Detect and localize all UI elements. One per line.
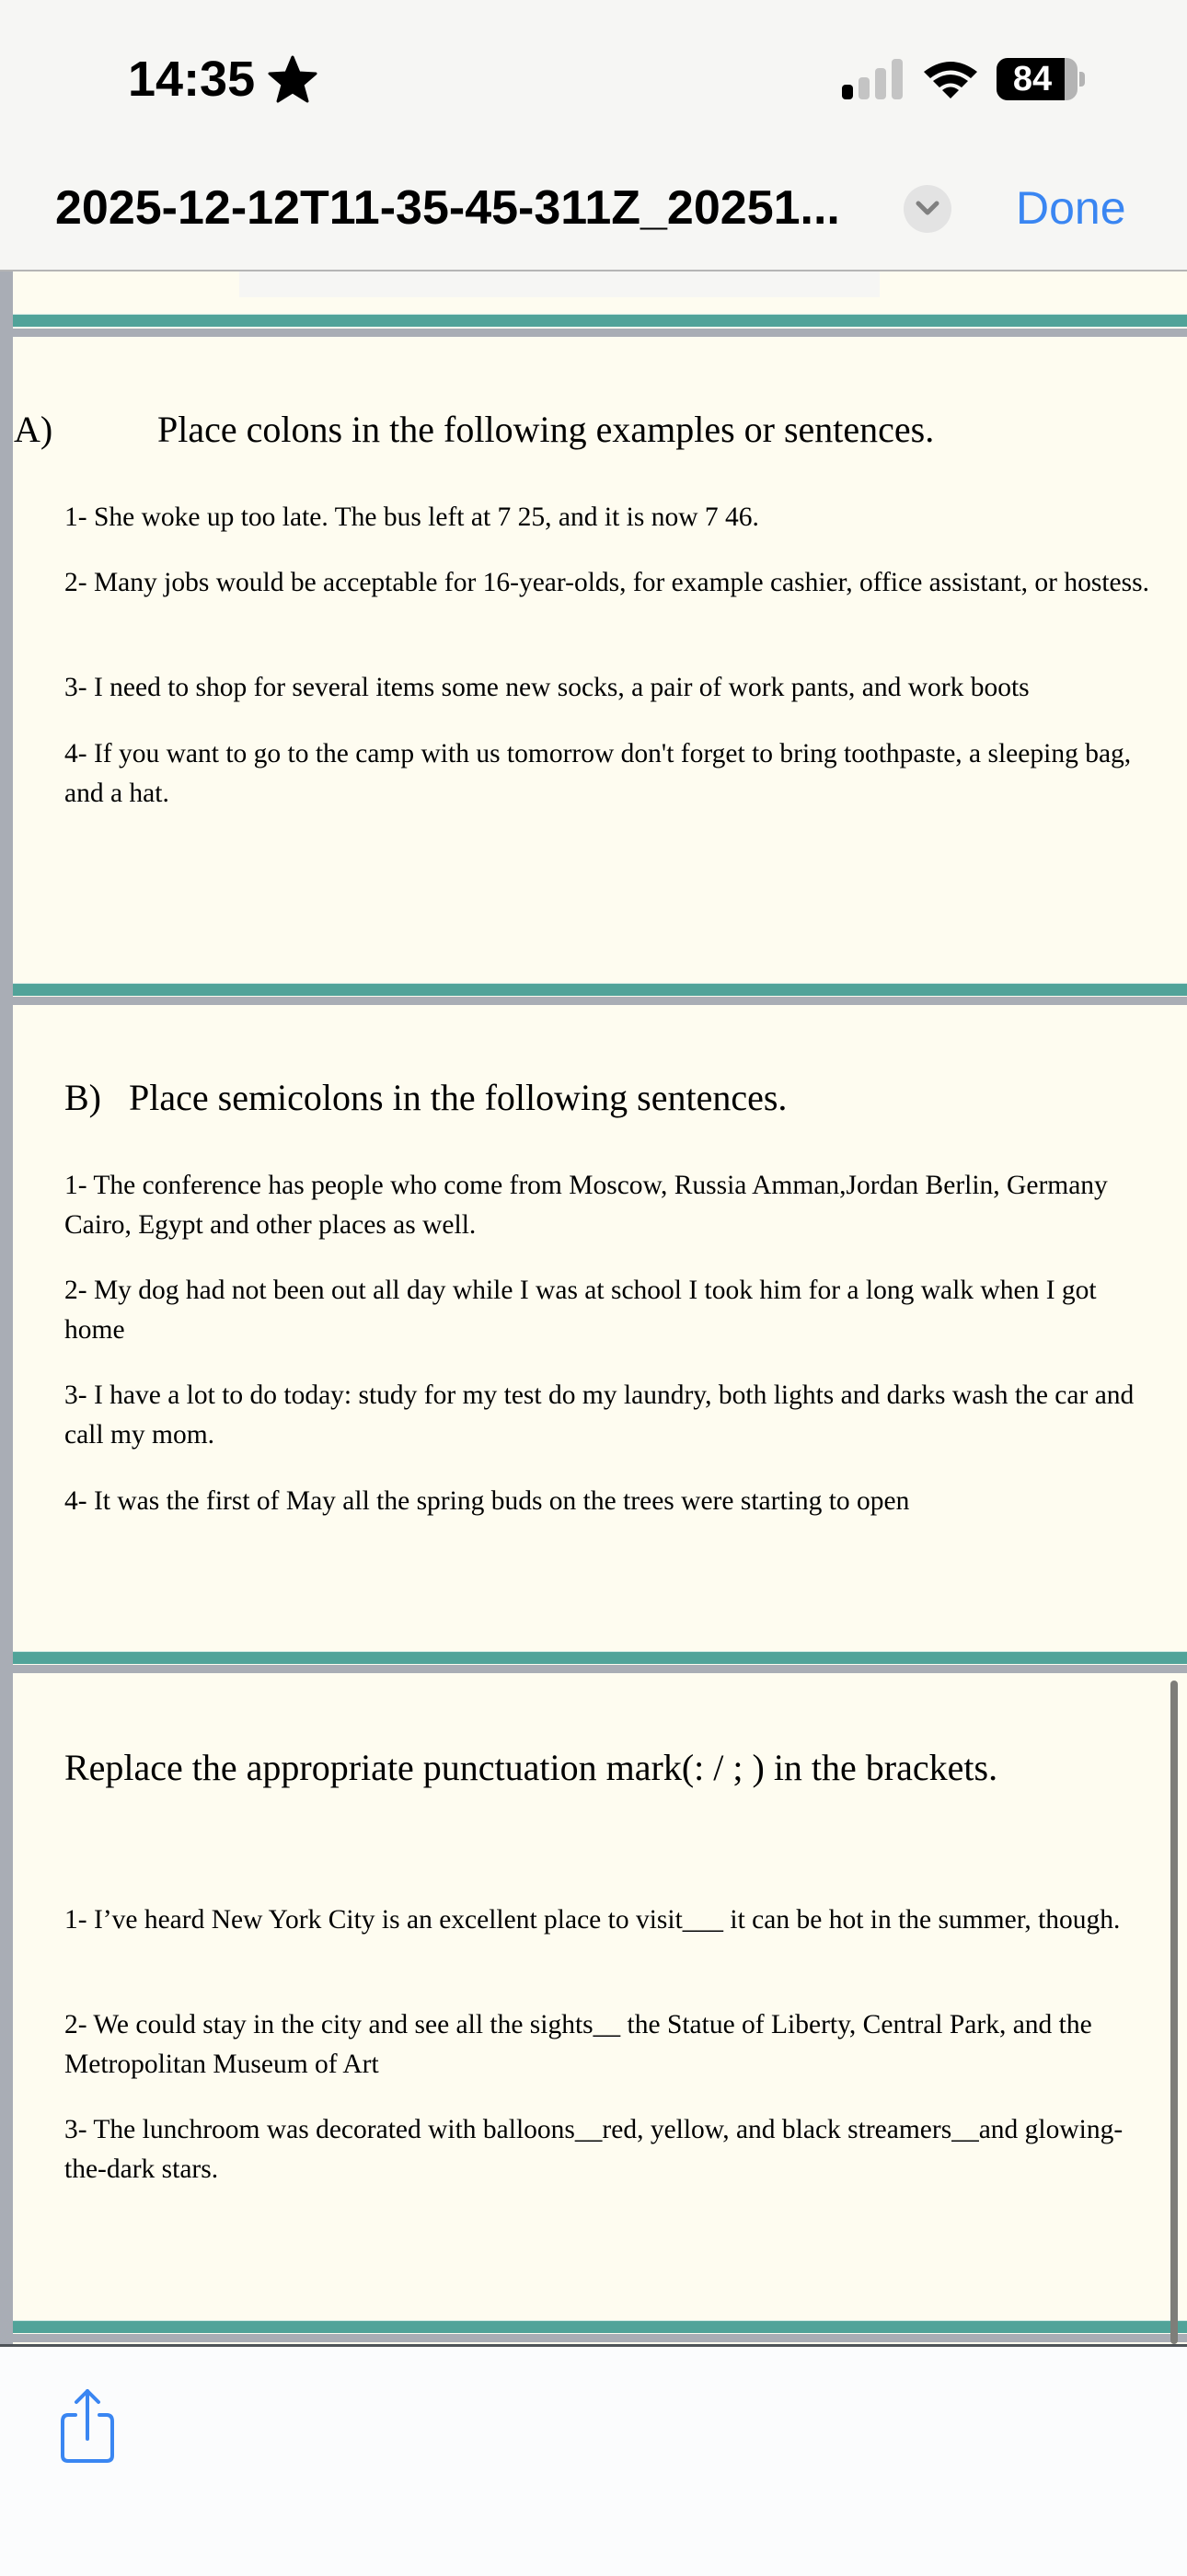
section-c-item-3: 3- The lunchroom was decorated with balloons__red, yellow, and black streamers__and glowing-the-dark stars.	[64, 2115, 1124, 2184]
section-c-item-1: 1- I’ve heard New York City is an excellent place to visit___ it can be hot in the summer, though.	[64, 1905, 1121, 1935]
signal-bar	[892, 59, 903, 99]
signal-bar	[859, 77, 870, 99]
wifi-icon	[922, 59, 979, 99]
section-divider	[13, 1651, 1187, 1664]
section-b-item-3: 3- I have a lot to do today: study for my test do my laundry, both lights and darks wash the car and call my mom.	[64, 1380, 1135, 1450]
section-a-title: Place colons in the following examples or sentences.	[157, 409, 935, 450]
battery-level: 84	[1012, 60, 1053, 98]
title-menu-button[interactable]	[904, 185, 951, 233]
section-a-item-2: 2- Many jobs would be acceptable for 16-year-olds, for example cashier, office assistant, or hostess.	[64, 568, 1149, 597]
section-divider	[13, 314, 1187, 327]
section-divider	[13, 2320, 1187, 2333]
page-top-strip	[239, 271, 880, 297]
section-divider	[13, 983, 1187, 996]
document-title[interactable]: 2025-12-12T11-35-45-311Z_20251...	[55, 181, 840, 235]
star-icon	[267, 55, 318, 103]
battery-tip	[1079, 72, 1085, 87]
left-rail	[0, 271, 13, 2344]
section-divider-shadow	[13, 997, 1187, 1005]
section-c-title: Replace the appropriate punctuation mark(: / ; ) in the brackets.	[64, 1747, 998, 1788]
section-b-item-4: 4- It was the first of May all the spring buds on the trees were starting to open	[64, 1486, 910, 1516]
section-a-item-3: 3- I need to shop for several items some new socks, a pair of work pants, and work boots	[64, 673, 1030, 702]
section-divider-shadow	[13, 329, 1187, 337]
section-divider-shadow	[13, 2334, 1187, 2342]
chevron-down-icon	[916, 200, 939, 218]
section-c-item-2: 2- We could stay in the city and see all the sights__ the Statue of Liberty, Central Park, and the Metropolitan Museum of Art	[64, 2010, 1092, 2079]
bottom-toolbar	[0, 2344, 1187, 2576]
status-bar	[0, 0, 1187, 138]
section-divider-shadow	[13, 1665, 1187, 1673]
section-a-item-1: 1- She woke up too late. The bus left at 7 25, and it is now 7 46.	[64, 502, 759, 532]
document-viewer[interactable]	[0, 271, 1187, 2344]
signal-bar	[875, 68, 886, 99]
section-b-item-2: 2- My dog had not been out all day while I was at school I took him for a long walk when I got home	[64, 1276, 1097, 1345]
vertical-scrollbar[interactable]	[1170, 1681, 1178, 2344]
cellular-signal-icon	[841, 59, 905, 99]
signal-bar	[842, 85, 853, 99]
done-button[interactable]: Done	[1016, 182, 1126, 234]
share-icon[interactable]	[57, 2387, 118, 2466]
section-b-title: B) Place semicolons in the following sentences.	[64, 1077, 788, 1118]
section-a-item-4: 4- If you want to go to the camp with us tomorrow don't forget to bring toothpaste, a sleeping bag, and a hat.	[64, 739, 1132, 808]
status-time: 14:35	[128, 52, 256, 107]
section-a-letter: A)	[14, 409, 53, 450]
nav-bar	[0, 138, 1187, 271]
section-b-item-1: 1- The conference has people who come from Moscow, Russia Amman,Jordan Berlin, Germany Cairo, Egypt and other places as well.	[64, 1171, 1108, 1240]
battery-indicator	[997, 58, 1085, 100]
